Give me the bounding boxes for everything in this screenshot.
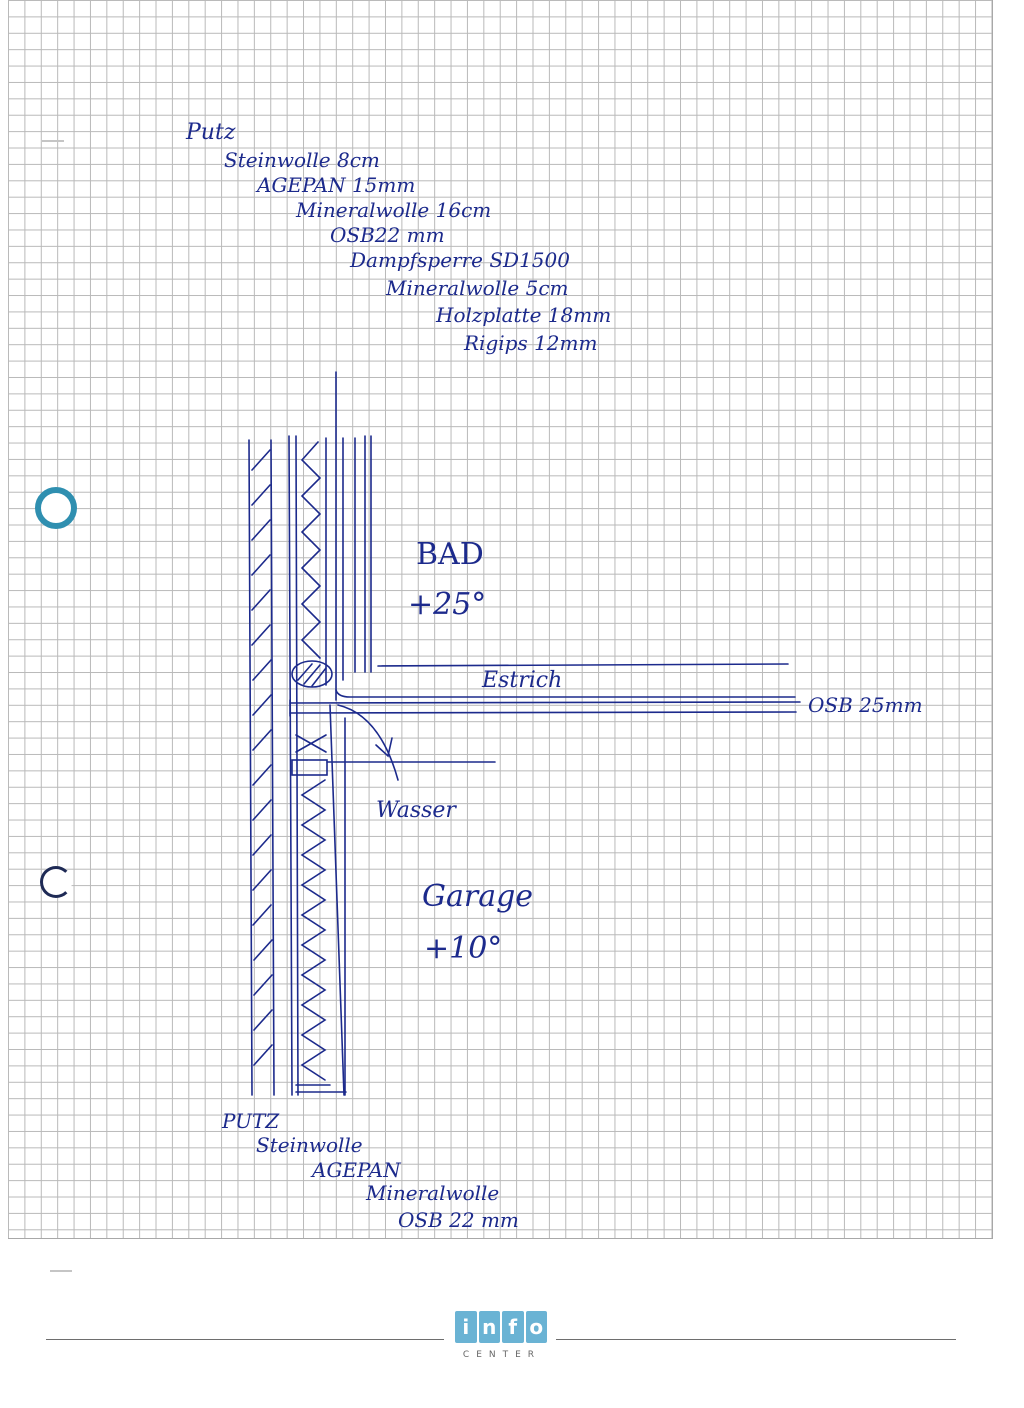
layer-label-render: Putz (186, 120, 236, 145)
layer-label-drywall: Rigips 12mm (464, 331, 598, 355)
floor-osb-bottom (290, 712, 796, 713)
footer-rule-right (556, 1339, 956, 1340)
bottom-label-stonewool: Steinwolle (256, 1133, 363, 1157)
wall-agepan-edge (296, 436, 298, 1095)
wall-render-edge (271, 440, 274, 1095)
layer-label-mineralwool-inner: Mineralwolle 5cm (386, 276, 569, 300)
bottom-label-agepan: AGEPAN (312, 1158, 401, 1182)
floor-board-label: OSB 25mm (808, 693, 923, 717)
layer-label-agepan: AGEPAN 15mm (257, 173, 416, 197)
logo-letter: f (502, 1311, 524, 1343)
layer-label-vapor-barrier: Dampfsperre SD1500 (350, 248, 570, 272)
water-arrow-path (338, 705, 398, 780)
lower-wall-line (330, 705, 344, 1095)
layer-label-wood-panel: Holzplatte 18mm (436, 303, 612, 327)
insulation-zigzag-upper (302, 442, 320, 658)
room-temp-garage: +10° (424, 931, 503, 966)
layer-label-osb: OSB22 mm (330, 223, 445, 247)
bottom-label-render: PUTZ (222, 1109, 280, 1133)
wall-outer-edge (249, 440, 252, 1095)
logo-letter: i (455, 1311, 477, 1343)
floor-osb-top (290, 702, 800, 703)
bottom-label-mineralwool: Mineralwolle (366, 1181, 500, 1205)
room-name-bath: BAD (416, 537, 484, 572)
water-label: Wasser (376, 798, 456, 823)
screed-label: Estrich (482, 668, 563, 693)
info-center-logo (455, 1311, 547, 1343)
screed-top-line (378, 664, 788, 666)
render-hatch (252, 450, 272, 1065)
room-temp-bath: +25° (408, 587, 487, 622)
logo-letter: o (526, 1311, 548, 1343)
layer-label-stonewool: Steinwolle 8cm (224, 148, 380, 172)
footer-rule-left (46, 1339, 444, 1340)
vapor-barrier-turn (336, 690, 795, 697)
layer-label-mineralwool: Mineralwolle 16cm (296, 198, 492, 222)
water-arrow-icon (376, 738, 392, 756)
bottom-label-osb: OSB 22 mm (398, 1208, 519, 1232)
room-name-garage: Garage (422, 879, 534, 914)
logo-letter: n (479, 1311, 501, 1343)
insulation-zigzag-lower (302, 780, 325, 1080)
logo-subtitle: CENTER (462, 1350, 542, 1360)
